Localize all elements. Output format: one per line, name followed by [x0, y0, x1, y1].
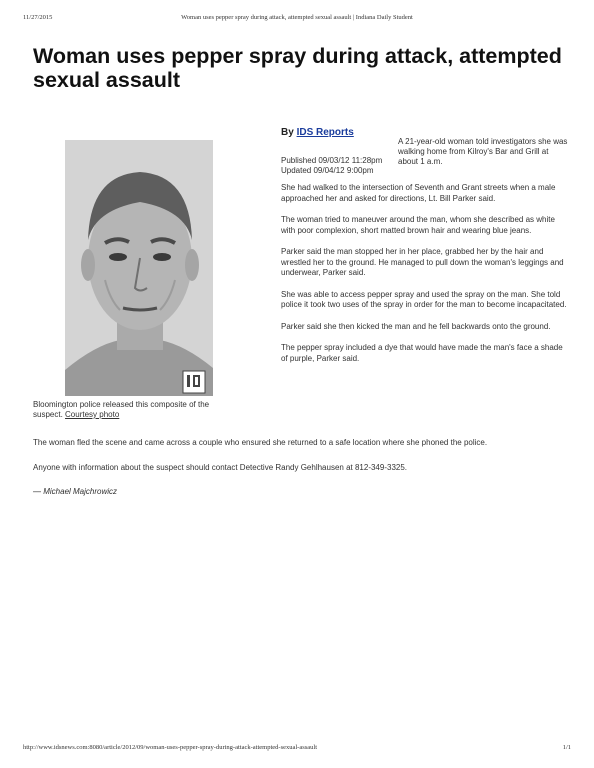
paragraph-7: The pepper spray included a dye that would have made the man's face a shade of purple, Parker said. — [281, 343, 563, 363]
byline — [281, 127, 354, 138]
author-signature: — Michael Majchrowicz — [33, 487, 118, 496]
byline-prefix: By — [281, 127, 294, 138]
paragraph-6: Parker said she then kicked the man and he fell backwards onto the ground. — [281, 321, 551, 331]
paragraph-2: She had walked to the intersection of Seventh and Grant streets when a male approached her and asked for directions, Lt. Bill Parker said. — [281, 183, 556, 203]
article-dates — [281, 156, 399, 176]
paragraph-4: Parker said the man stopped her in her place, grabbed her by the hair and wrestled her to the ground. He managed to pull down the woman's leggings and underwear, Parker said. — [281, 247, 564, 277]
print-page-title: Woman uses pepper spray during attack, attempted sexual assault | Indiana Daily Student — [181, 14, 413, 21]
paragraph-3: The woman tried to maneuver around the man, whom she described as white with poor complexion, short matted brown hair and wearing blue jeans. — [281, 215, 555, 235]
article-body-column — [281, 183, 571, 375]
published-date: Published 09/03/12 11:28pm — [281, 156, 383, 165]
paragraph-9: Anyone with information about the suspect should contact Detective Randy Gehlhausen at 812-349-3325. — [33, 462, 408, 472]
photo-credit-link[interactable]: Courtesy photo — [65, 410, 120, 419]
print-page-number: 1/1 — [562, 744, 571, 751]
paragraph-8: The woman fled the scene and came across a couple who ensured she returned to a safe location where she phoned the police. — [33, 438, 488, 447]
updated-date: Updated 09/04/12 9:00pm — [281, 166, 374, 175]
print-footer — [23, 744, 571, 756]
article-title: Woman uses pepper spray during attack, attempted sexual assault — [33, 44, 562, 92]
paragraph-5: She was able to access pepper spray and used the spray on the man. She told police it took two uses of the spray in order for the man to become incapacitated. — [281, 289, 567, 309]
print-date: 11/27/2015 — [23, 14, 53, 21]
print-header — [23, 14, 571, 26]
suspect-composite-image — [65, 140, 213, 396]
print-url: http://www.idsnews.com:8080/article/2012/09/woman-uses-pepper-spray-during-attack-attempted-sexual-assault — [23, 744, 318, 751]
article-body-full — [33, 438, 573, 512]
author-link[interactable]: IDS Reports — [296, 127, 354, 138]
photo-caption — [33, 400, 238, 420]
ids-logo-icon — [182, 370, 206, 394]
paragraph-1: A 21-year-old woman told investigators she was walking home from Kilroy's Bar and Grill at about 1 a.m. — [398, 137, 568, 166]
caption-text: Bloomington police released this composite of the suspect. — [33, 400, 210, 419]
